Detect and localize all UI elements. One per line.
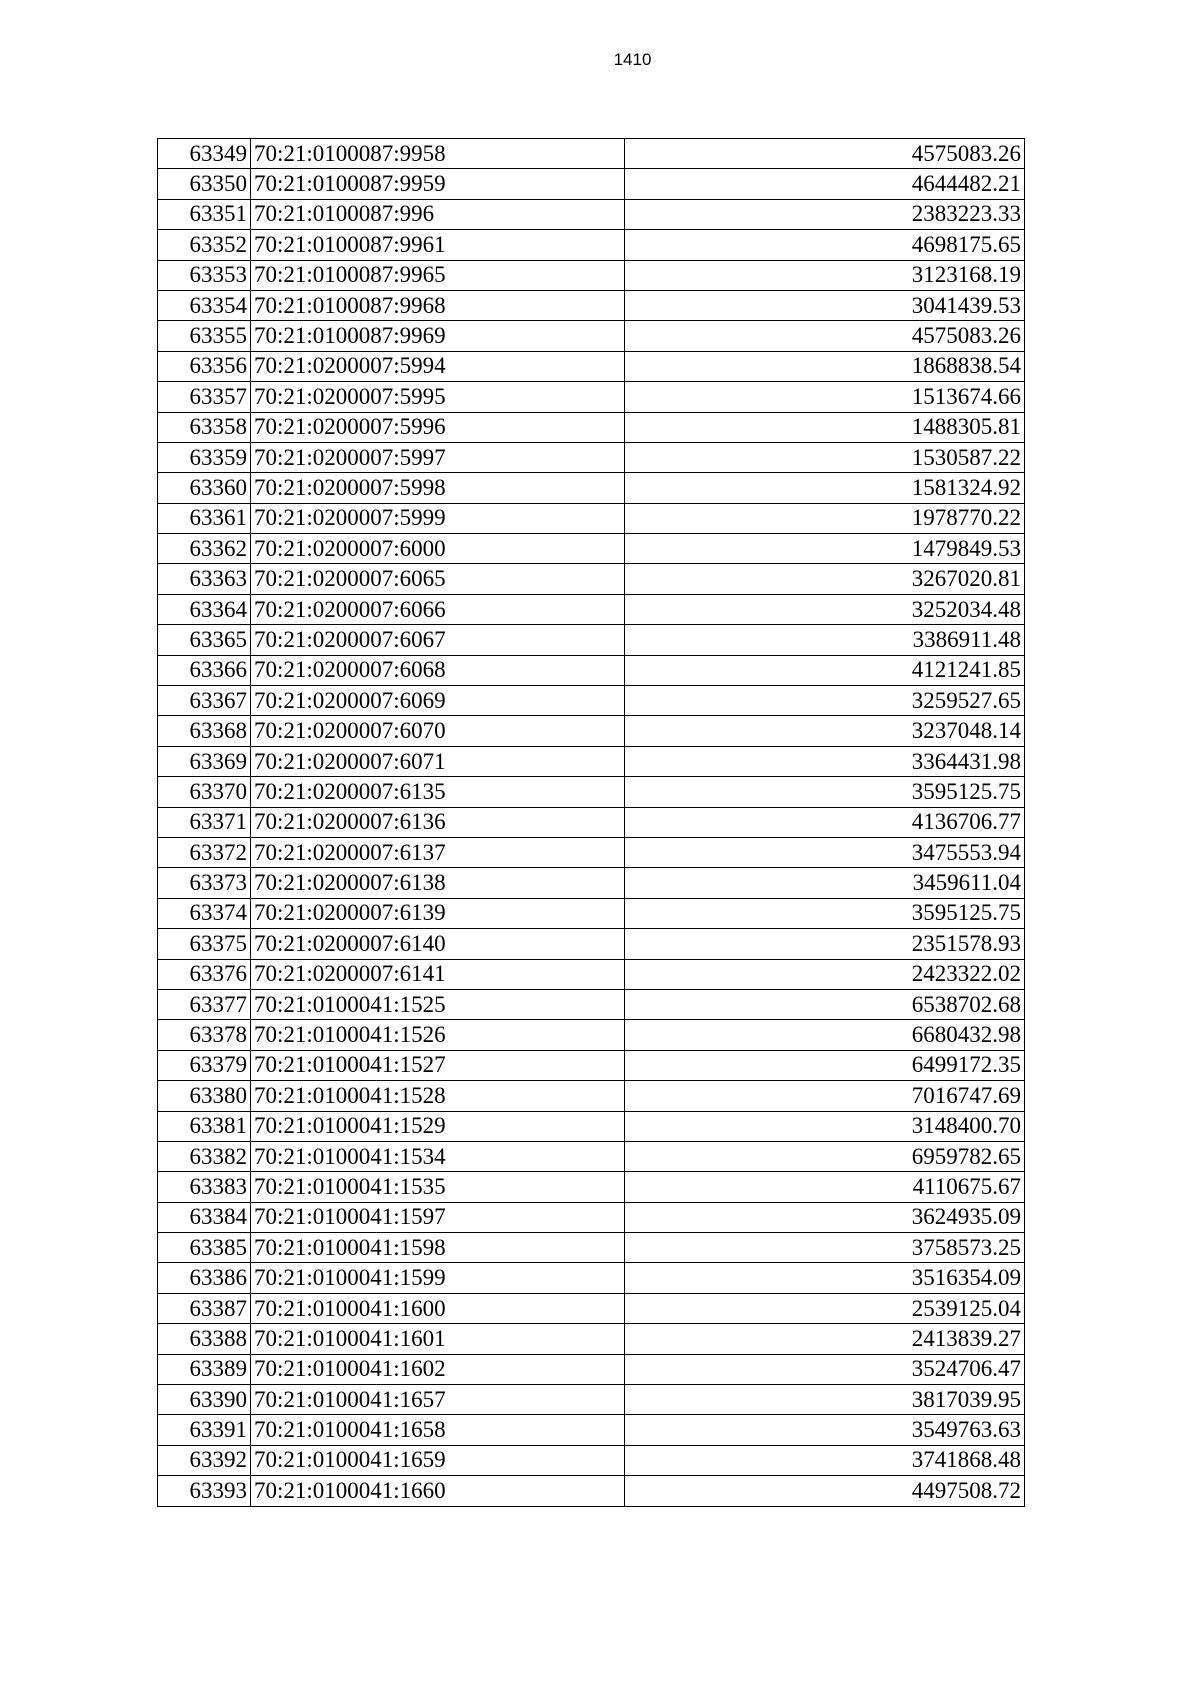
row-number-cell: 63370 <box>158 777 251 807</box>
cadastral-number-cell: 70:21:0200007:5998 <box>251 473 625 503</box>
cadastral-value-cell: 1513674.66 <box>625 382 1025 412</box>
row-number-cell: 63380 <box>158 1081 251 1111</box>
row-number-cell: 63387 <box>158 1293 251 1323</box>
cadastral-value-cell: 7016747.69 <box>625 1081 1025 1111</box>
row-number-cell: 63381 <box>158 1111 251 1141</box>
cadastral-number-cell: 70:21:0100087:9959 <box>251 169 625 199</box>
row-number-cell: 63383 <box>158 1172 251 1202</box>
cadastral-number-cell: 70:21:0200007:5997 <box>251 442 625 472</box>
row-number-cell: 63355 <box>158 321 251 351</box>
cadastral-number-cell: 70:21:0100041:1600 <box>251 1293 625 1323</box>
cadastral-value-cell: 4575083.26 <box>625 139 1025 169</box>
cadastral-value-cell: 1978770.22 <box>625 503 1025 533</box>
row-number-cell: 63361 <box>158 503 251 533</box>
row-number-cell: 63354 <box>158 290 251 320</box>
cadastral-value-cell: 3041439.53 <box>625 290 1025 320</box>
table-row <box>158 1202 1025 1232</box>
cadastral-number-cell: 70:21:0200007:6139 <box>251 898 625 928</box>
cadastral-number-cell: 70:21:0100041:1657 <box>251 1385 625 1415</box>
table-row <box>158 1415 1025 1445</box>
cadastral-number-cell: 70:21:0100041:1535 <box>251 1172 625 1202</box>
table-row <box>158 503 1025 533</box>
cadastral-value-cell: 2383223.33 <box>625 199 1025 229</box>
table-row <box>158 989 1025 1019</box>
table-row <box>158 473 1025 503</box>
cadastral-value-cell: 4698175.65 <box>625 230 1025 260</box>
table-row <box>158 1476 1025 1506</box>
row-number-cell: 63386 <box>158 1263 251 1293</box>
row-number-cell: 63372 <box>158 837 251 867</box>
cadastral-number-cell: 70:21:0200007:6000 <box>251 534 625 564</box>
cadastral-value-cell: 3595125.75 <box>625 898 1025 928</box>
cadastral-value-cell: 3524706.47 <box>625 1354 1025 1384</box>
row-number-cell: 63389 <box>158 1354 251 1384</box>
cadastral-number-cell: 70:21:0200007:6066 <box>251 594 625 624</box>
cadastral-value-cell: 3364431.98 <box>625 746 1025 776</box>
cadastral-value-cell: 3741868.48 <box>625 1445 1025 1475</box>
cadastral-number-cell: 70:21:0200007:6140 <box>251 929 625 959</box>
cadastral-number-cell: 70:21:0200007:6071 <box>251 746 625 776</box>
row-number-cell: 63356 <box>158 351 251 381</box>
cadastral-number-cell: 70:21:0100041:1599 <box>251 1263 625 1293</box>
row-number-cell: 63379 <box>158 1050 251 1080</box>
cadastral-value-cell: 3475553.94 <box>625 837 1025 867</box>
row-number-cell: 63390 <box>158 1385 251 1415</box>
cadastral-value-cell: 1581324.92 <box>625 473 1025 503</box>
cadastral-number-cell: 70:21:0200007:6070 <box>251 716 625 746</box>
cadastral-number-cell: 70:21:0200007:5996 <box>251 412 625 442</box>
table-row <box>158 290 1025 320</box>
row-number-cell: 63362 <box>158 534 251 564</box>
row-number-cell: 63366 <box>158 655 251 685</box>
table-row <box>158 260 1025 290</box>
table-row <box>158 412 1025 442</box>
row-number-cell: 63360 <box>158 473 251 503</box>
row-number-cell: 63377 <box>158 989 251 1019</box>
cadastral-number-cell: 70:21:0100041:1660 <box>251 1476 625 1506</box>
cadastral-number-cell: 70:21:0200007:6065 <box>251 564 625 594</box>
cadastral-value-cell: 3267020.81 <box>625 564 1025 594</box>
table-row <box>158 655 1025 685</box>
cadastral-value-cell: 6959782.65 <box>625 1141 1025 1171</box>
row-number-cell: 63385 <box>158 1233 251 1263</box>
row-number-cell: 63392 <box>158 1445 251 1475</box>
cadastral-value-cell: 3595125.75 <box>625 777 1025 807</box>
cadastral-number-cell: 70:21:0200007:6141 <box>251 959 625 989</box>
cadastral-number-cell: 70:21:0100041:1525 <box>251 989 625 1019</box>
table-row <box>158 199 1025 229</box>
cadastral-number-cell: 70:21:0100041:1597 <box>251 1202 625 1232</box>
cadastral-number-cell: 70:21:0100087:9958 <box>251 139 625 169</box>
table-row <box>158 868 1025 898</box>
cadastral-value-cell: 3516354.09 <box>625 1263 1025 1293</box>
cadastral-value-cell: 3386911.48 <box>625 625 1025 655</box>
table-row <box>158 594 1025 624</box>
cadastral-number-cell: 70:21:0100041:1602 <box>251 1354 625 1384</box>
cadastral-value-cell: 4136706.77 <box>625 807 1025 837</box>
cadastral-value-cell: 1530587.22 <box>625 442 1025 472</box>
cadastral-value-cell: 1868838.54 <box>625 351 1025 381</box>
table-row <box>158 139 1025 169</box>
registry-table <box>157 138 1025 1507</box>
cadastral-number-cell: 70:21:0200007:6135 <box>251 777 625 807</box>
row-number-cell: 63382 <box>158 1141 251 1171</box>
cadastral-value-cell: 4575083.26 <box>625 321 1025 351</box>
cadastral-value-cell: 4110675.67 <box>625 1172 1025 1202</box>
table-row <box>158 1081 1025 1111</box>
cadastral-value-cell: 3459611.04 <box>625 868 1025 898</box>
row-number-cell: 63373 <box>158 868 251 898</box>
cadastral-number-cell: 70:21:0100041:1526 <box>251 1020 625 1050</box>
row-number-cell: 63391 <box>158 1415 251 1445</box>
table-row <box>158 1172 1025 1202</box>
cadastral-number-cell: 70:21:0200007:5999 <box>251 503 625 533</box>
cadastral-number-cell: 70:21:0100041:1601 <box>251 1324 625 1354</box>
cadastral-number-cell: 70:21:0100087:996 <box>251 199 625 229</box>
cadastral-value-cell: 2351578.93 <box>625 929 1025 959</box>
table-row <box>158 1293 1025 1323</box>
table-row <box>158 1111 1025 1141</box>
table-row <box>158 1385 1025 1415</box>
row-number-cell: 63367 <box>158 686 251 716</box>
cadastral-value-cell: 2413839.27 <box>625 1324 1025 1354</box>
table-row <box>158 686 1025 716</box>
table-row <box>158 564 1025 594</box>
page-number: 1410 <box>613 50 652 69</box>
table-row <box>158 230 1025 260</box>
table-row <box>158 777 1025 807</box>
cadastral-number-cell: 70:21:0100087:9969 <box>251 321 625 351</box>
cadastral-number-cell: 70:21:0200007:6068 <box>251 655 625 685</box>
table-row <box>158 898 1025 928</box>
cadastral-number-cell: 70:21:0100087:9968 <box>251 290 625 320</box>
cadastral-value-cell: 6680432.98 <box>625 1020 1025 1050</box>
row-number-cell: 63374 <box>158 898 251 928</box>
table-row <box>158 959 1025 989</box>
row-number-cell: 63353 <box>158 260 251 290</box>
cadastral-value-cell: 3148400.70 <box>625 1111 1025 1141</box>
cadastral-number-cell: 70:21:0100041:1658 <box>251 1415 625 1445</box>
row-number-cell: 63349 <box>158 139 251 169</box>
table-row <box>158 1445 1025 1475</box>
cadastral-value-cell: 3817039.95 <box>625 1385 1025 1415</box>
table-row <box>158 442 1025 472</box>
row-number-cell: 63376 <box>158 959 251 989</box>
cadastral-number-cell: 70:21:0200007:6136 <box>251 807 625 837</box>
table-row <box>158 321 1025 351</box>
row-number-cell: 63378 <box>158 1020 251 1050</box>
cadastral-number-cell: 70:21:0100087:9961 <box>251 230 625 260</box>
cadastral-number-cell: 70:21:0200007:6138 <box>251 868 625 898</box>
cadastral-number-cell: 70:21:0100041:1534 <box>251 1141 625 1171</box>
row-number-cell: 63363 <box>158 564 251 594</box>
row-number-cell: 63384 <box>158 1202 251 1232</box>
cadastral-number-cell: 70:21:0100041:1528 <box>251 1081 625 1111</box>
row-number-cell: 63359 <box>158 442 251 472</box>
cadastral-number-cell: 70:21:0100041:1659 <box>251 1445 625 1475</box>
cadastral-value-cell: 4497508.72 <box>625 1476 1025 1506</box>
row-number-cell: 63350 <box>158 169 251 199</box>
row-number-cell: 63375 <box>158 929 251 959</box>
table-row <box>158 837 1025 867</box>
table-row <box>158 625 1025 655</box>
table-row <box>158 534 1025 564</box>
cadastral-value-cell: 3259527.65 <box>625 686 1025 716</box>
row-number-cell: 63388 <box>158 1324 251 1354</box>
row-number-cell: 63371 <box>158 807 251 837</box>
cadastral-value-cell: 3252034.48 <box>625 594 1025 624</box>
cadastral-value-cell: 3549763.63 <box>625 1415 1025 1445</box>
row-number-cell: 63369 <box>158 746 251 776</box>
table-row <box>158 169 1025 199</box>
cadastral-number-cell: 70:21:0200007:6069 <box>251 686 625 716</box>
table-row <box>158 1263 1025 1293</box>
row-number-cell: 63393 <box>158 1476 251 1506</box>
cadastral-value-cell: 6499172.35 <box>625 1050 1025 1080</box>
table-row <box>158 1324 1025 1354</box>
cadastral-value-cell: 3624935.09 <box>625 1202 1025 1232</box>
cadastral-value-cell: 4644482.21 <box>625 169 1025 199</box>
cadastral-value-cell: 4121241.85 <box>625 655 1025 685</box>
table-row <box>158 746 1025 776</box>
cadastral-number-cell: 70:21:0200007:6137 <box>251 837 625 867</box>
cadastral-number-cell: 70:21:0100041:1527 <box>251 1050 625 1080</box>
cadastral-value-cell: 1479849.53 <box>625 534 1025 564</box>
row-number-cell: 63351 <box>158 199 251 229</box>
table-row <box>158 1050 1025 1080</box>
table-row <box>158 807 1025 837</box>
cadastral-value-cell: 2423322.02 <box>625 959 1025 989</box>
cadastral-value-cell: 2539125.04 <box>625 1293 1025 1323</box>
cadastral-value-cell: 3758573.25 <box>625 1233 1025 1263</box>
table-row <box>158 1233 1025 1263</box>
cadastral-number-cell: 70:21:0100041:1598 <box>251 1233 625 1263</box>
cadastral-value-cell: 6538702.68 <box>625 989 1025 1019</box>
cadastral-number-cell: 70:21:0100087:9965 <box>251 260 625 290</box>
table-row <box>158 382 1025 412</box>
table-row <box>158 1354 1025 1384</box>
cadastral-number-cell: 70:21:0200007:5995 <box>251 382 625 412</box>
registry-table-body <box>158 139 1025 1507</box>
row-number-cell: 63357 <box>158 382 251 412</box>
row-number-cell: 63358 <box>158 412 251 442</box>
table-row <box>158 1141 1025 1171</box>
cadastral-number-cell: 70:21:0200007:5994 <box>251 351 625 381</box>
table-row <box>158 716 1025 746</box>
cadastral-number-cell: 70:21:0200007:6067 <box>251 625 625 655</box>
row-number-cell: 63365 <box>158 625 251 655</box>
table-row <box>158 929 1025 959</box>
table-row <box>158 1020 1025 1050</box>
row-number-cell: 63364 <box>158 594 251 624</box>
cadastral-value-cell: 1488305.81 <box>625 412 1025 442</box>
table-row <box>158 351 1025 381</box>
row-number-cell: 63352 <box>158 230 251 260</box>
row-number-cell: 63368 <box>158 716 251 746</box>
cadastral-value-cell: 3237048.14 <box>625 716 1025 746</box>
cadastral-number-cell: 70:21:0100041:1529 <box>251 1111 625 1141</box>
cadastral-value-cell: 3123168.19 <box>625 260 1025 290</box>
